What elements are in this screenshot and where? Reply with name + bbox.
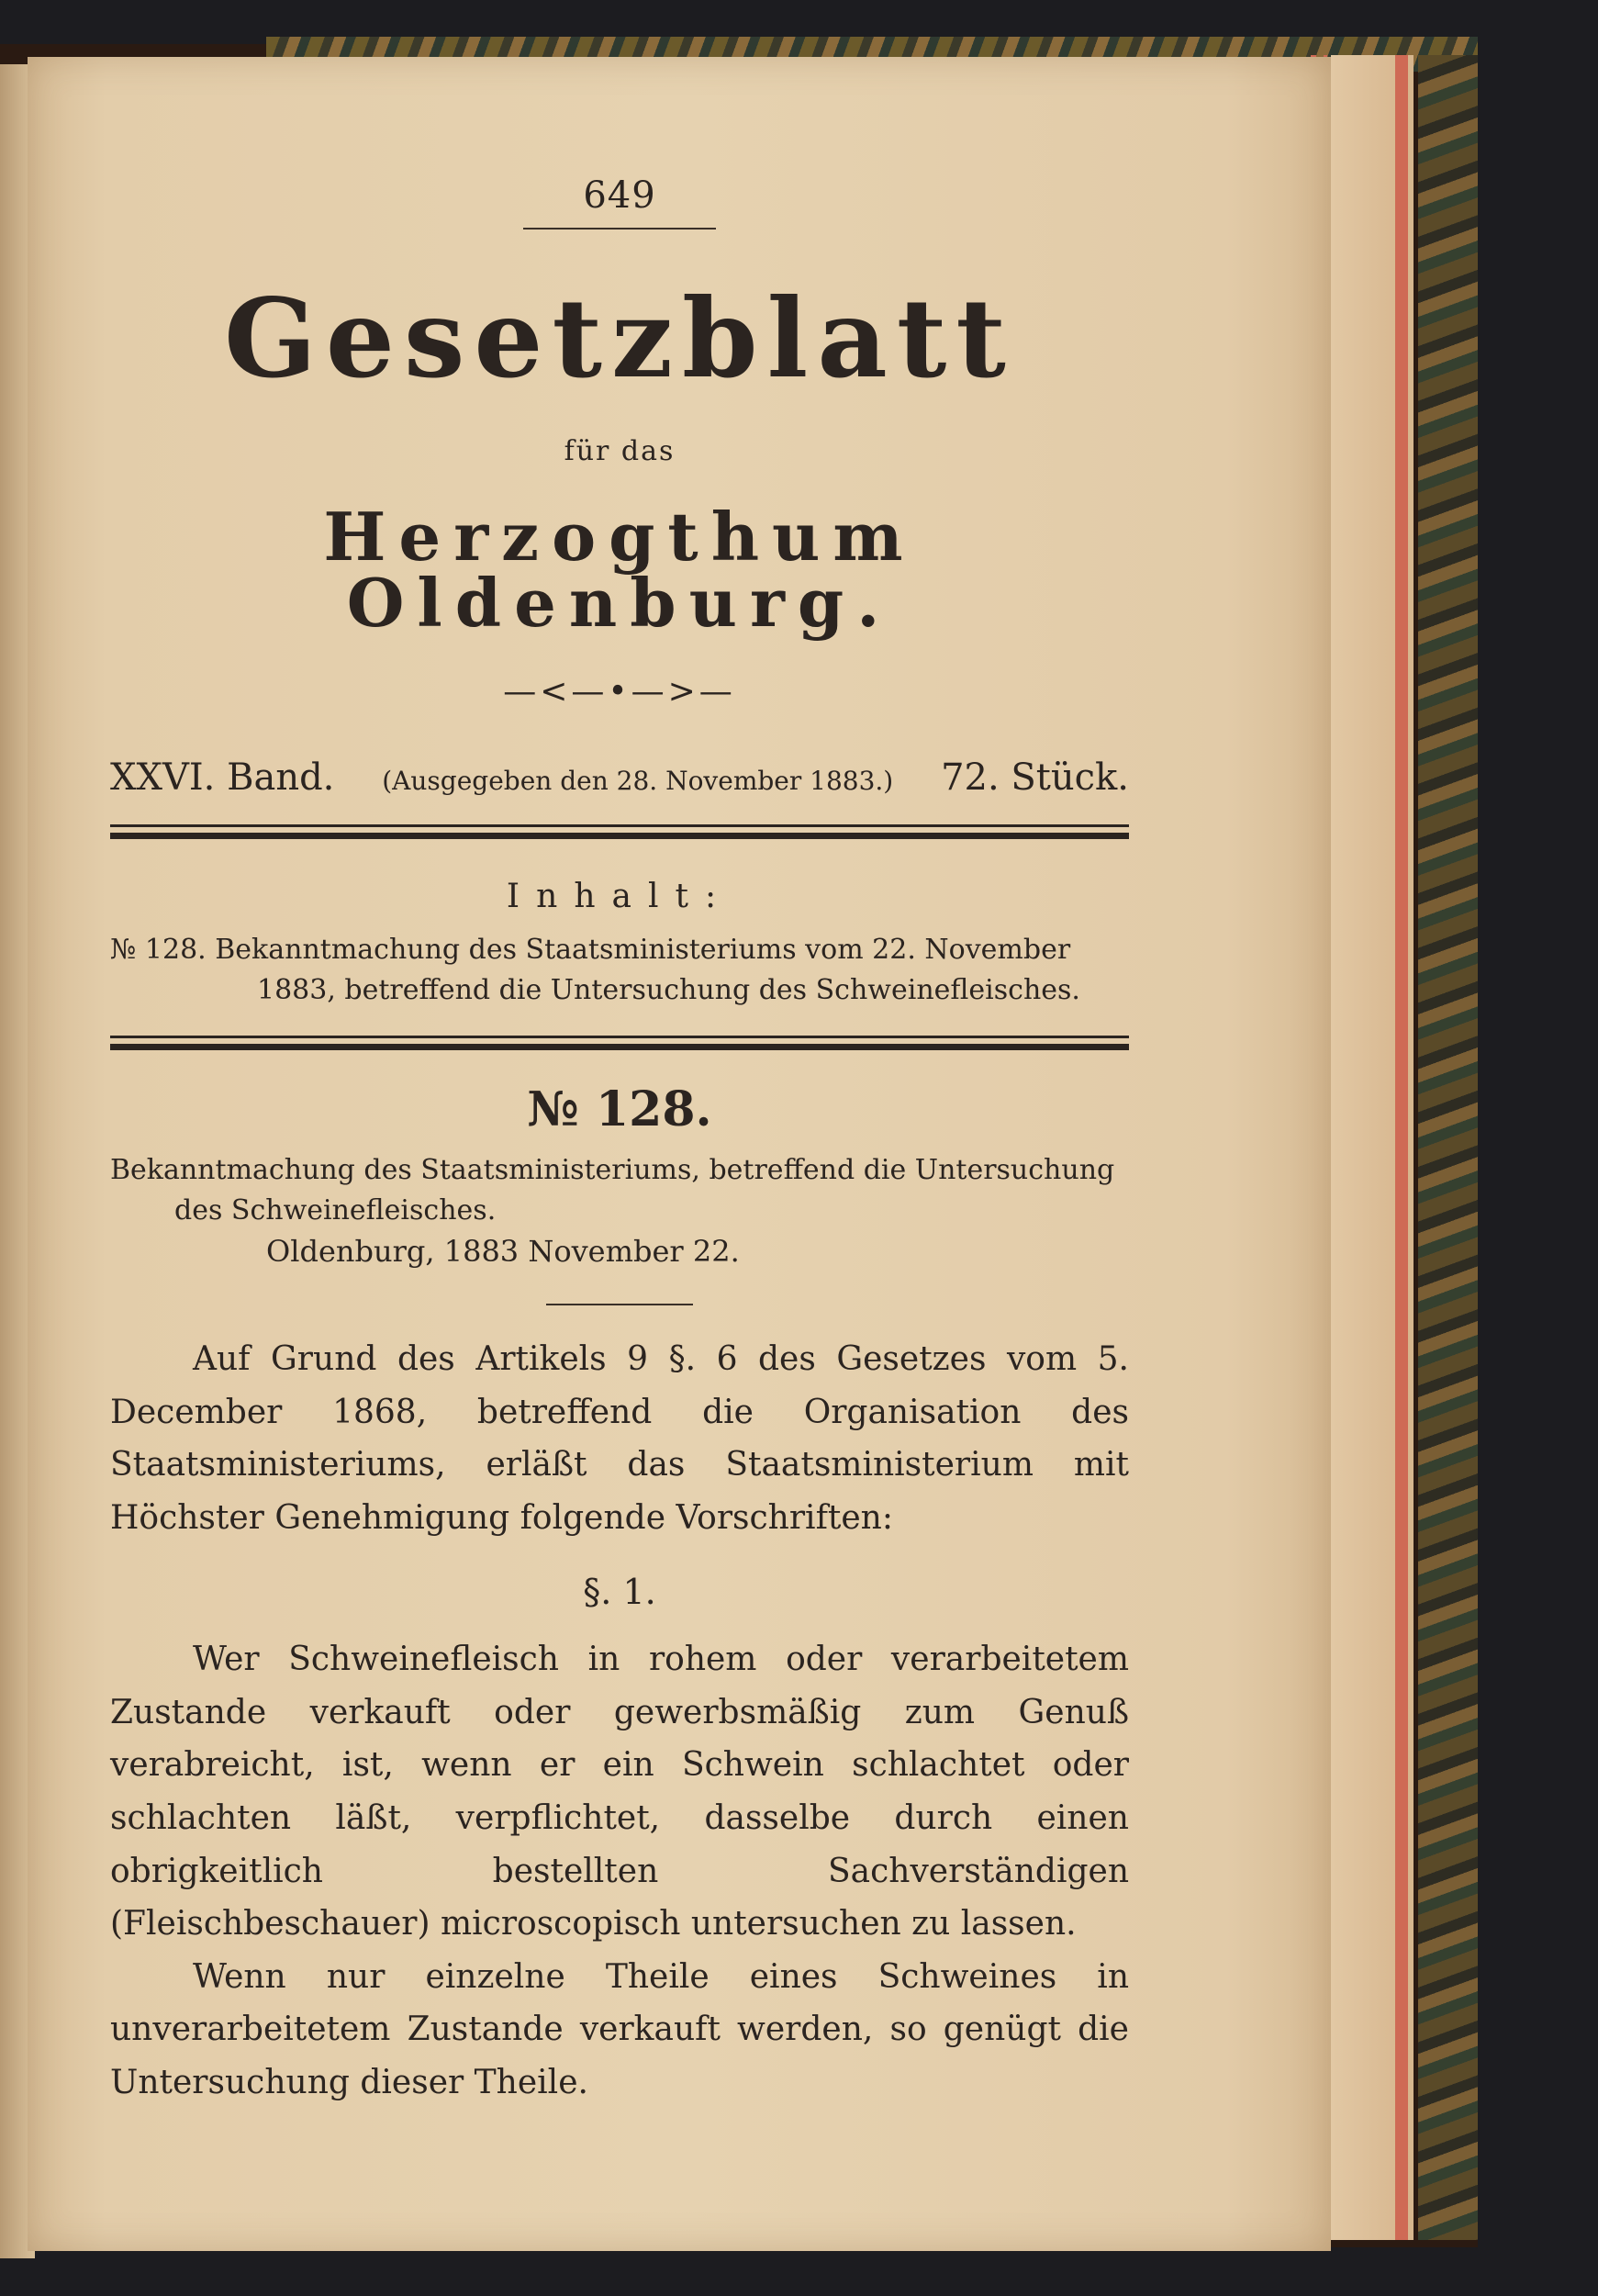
contents-heading: Inhalt: — [506, 878, 733, 915]
announcement-title — [110, 1150, 1129, 1230]
contents-line-2: 1883, betreffend die Untersuchung des Schweinefleisches. — [257, 973, 1080, 1006]
section-1-paragraph-2: Wenn nur einzelne Theile eines Schweines in unverarbeitetem Zustande verkauft werden, so genügt die Untersuchung dieser Theile. — [110, 1957, 1129, 2101]
body-text — [110, 1333, 1129, 2110]
section-1-paragraph-1: Wer Schweinefleisch in rohem oder verarbeitetem Zustande verkauft oder gewerbsmäßig zum Genuß verabreicht, ist, wenn er ein Schwein schlachtet oder schlachten läßt, verpflichtet, dasselbe durch einen obrigkeitlich bestellten Sachverständigen (Fleischbeschauer) microscopisch untersuchen zu lassen. — [110, 1641, 1129, 1943]
volume-label: XXVI. Band. — [110, 756, 335, 799]
page-number: 649 — [583, 174, 656, 217]
double-rule-top — [110, 824, 1129, 839]
section-heading: §. 1. — [583, 1572, 656, 1613]
contents-line-1: № 128. Bekanntmachung des Staatsministeriums vom 22. November — [110, 934, 1071, 966]
piece-number: 72. Stück. — [941, 756, 1129, 799]
contents-list — [110, 930, 1129, 1010]
double-rule-bottom — [110, 1036, 1129, 1050]
title-connector: für das — [564, 435, 676, 467]
duchy-title: Herzogthum Oldenburg. — [323, 498, 916, 642]
announcement-title-line-2: des Schweinefleisches. — [174, 1193, 497, 1226]
marbled-side-edge — [1418, 55, 1478, 2240]
page-number-rule — [523, 228, 716, 230]
announcement-number: № 128. — [527, 1081, 712, 1137]
issue-date: (Ausgegeben den 28. November 1883.) — [382, 766, 894, 796]
ornament-divider: —<—•—>— — [503, 673, 736, 711]
place-date: Oldenburg, 1883 November 22. — [266, 1234, 740, 1269]
preamble-paragraph: Auf Grund des Artikels 9 §. 6 des Gesetzes vom 5. December 1868, betreffend die Organisation des Staatsministeriums, erläßt das Staatsministerium mit Höchster Genehmigung folgende Vorschriften: — [110, 1340, 1129, 1537]
short-rule — [546, 1304, 693, 1305]
page-content — [110, 138, 1129, 2110]
issue-info — [110, 756, 1129, 799]
announcement-title-line-1: Bekanntmachung des Staatsministeriums, betreffend die Untersuchung — [110, 1154, 1115, 1186]
gazette-title: Gesetzblatt — [224, 274, 1015, 402]
red-page-edge-line — [1395, 55, 1408, 2240]
